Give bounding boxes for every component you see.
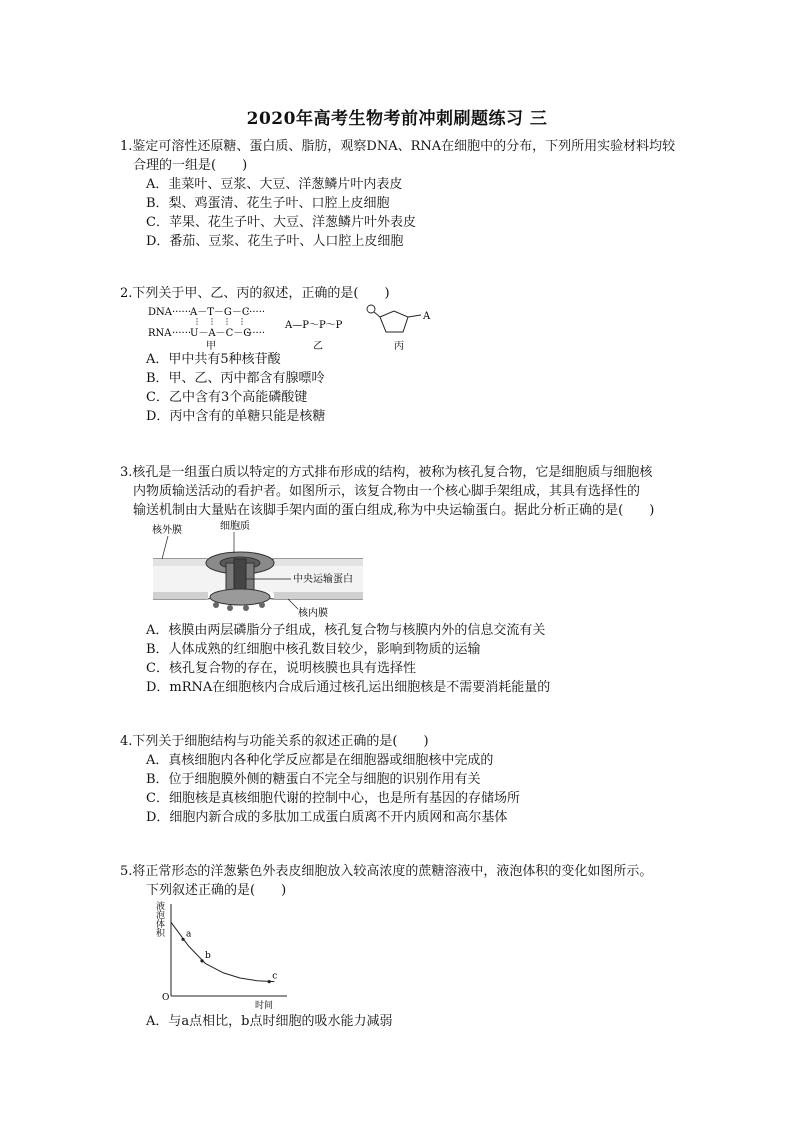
question-1-stem	[120, 137, 710, 175]
option-d: D．番茄、豆浆、花生子叶、人口腔上皮细胞	[146, 234, 404, 249]
atp-formula: A—P～P～P	[285, 320, 343, 331]
question-5-stem-line-2: 下列叙述正确的是( )	[146, 883, 287, 898]
pentose-ring	[380, 311, 408, 332]
phosphate-bond	[374, 312, 380, 317]
point-b-label: b	[205, 950, 211, 961]
option-a: A．真核细胞内各种化学反应都是在细胞器或细胞核中完成的	[146, 753, 494, 768]
rna-label: RNA	[148, 328, 172, 339]
phosphate-circle	[367, 305, 375, 313]
question-2-options-block	[120, 350, 710, 426]
option-d: D．丙中含有的单糖只能是核糖	[146, 409, 326, 424]
x-axis-label: 时间	[255, 1001, 274, 1011]
option-c: C．核孔复合物的存在，说明核膜也具有选择性	[146, 661, 416, 676]
point-a-label: a	[186, 929, 192, 940]
page-title: 2020年高考生物考前冲刺刷题练习 三	[246, 109, 548, 129]
option-d: D．细胞内新合成的多肽加工成蛋白质离不开内质网和高尔基体	[146, 810, 508, 825]
y-axis-label-4: 积	[156, 929, 166, 939]
point-b	[200, 959, 203, 962]
question-3-stem-line-1: 3.核孔是一组蛋白质以特定的方式排布形成的结构，被称为核孔复合物，它是细胞质与细胞核	[120, 465, 653, 480]
label-bing: 丙	[394, 341, 404, 352]
question-3-options-block	[120, 621, 710, 697]
chart-points	[181, 938, 270, 984]
label-central-protein: 中央运输蛋白	[293, 574, 353, 585]
question-2-options	[120, 350, 710, 426]
option-c: C．乙中含有3个高能磷酸键	[146, 390, 308, 405]
option-a: A．与a点相比，b点时细胞的吸水能力减弱	[146, 1014, 393, 1029]
point-c-label: c	[272, 971, 278, 982]
option-b: B．位于细胞膜外侧的糖蛋白不完全与细胞的识别作用有关	[146, 772, 481, 787]
point-a	[181, 938, 184, 941]
label-inner-membrane: 核内膜	[298, 608, 328, 619]
option-a: A．甲中共有5种核苷酸	[146, 352, 281, 367]
question-3	[120, 463, 710, 520]
rna-tail-dots: ······	[246, 328, 266, 339]
point-c	[268, 980, 271, 983]
base-bond	[408, 315, 421, 317]
question-4	[120, 732, 710, 827]
nuclear-pore-figure	[148, 519, 388, 619]
y-axis-label-1: 液	[156, 902, 166, 912]
y-axis-label-3: 体	[156, 920, 166, 930]
question-4-options	[120, 751, 710, 827]
question-3-stem	[120, 463, 710, 520]
label-outer-membrane: 核外膜	[152, 525, 182, 536]
option-b: B．甲、乙、丙中都含有腺嘌呤	[146, 371, 325, 386]
question-5-stem-line-1: 5.将正常形态的洋葱紫色外表皮细胞放入较高浓度的蔗糖溶液中，液泡体积的变化如图所示。	[120, 864, 653, 879]
question-3-stem-line-3: 输送机制由大量贴在该脚手架内面的蛋白组成,称为中央运输蛋白。据此分析正确的是( )	[133, 503, 655, 518]
question-5	[120, 862, 710, 900]
question-1-stem-line-1: 1.鉴定可溶性还原糖、蛋白质、脂肪，观察DNA、RNA在细胞中的分布，下列所用实验材料均较	[120, 139, 676, 154]
option-b: B．人体成熟的红细胞中核孔数目较少，影响到物质的运输	[146, 642, 481, 657]
base-label: A	[423, 311, 431, 322]
label-yi: 乙	[313, 341, 323, 352]
question-2	[120, 284, 710, 303]
nucleotide-figure	[148, 302, 448, 352]
rna-sequence: U－A－C－G	[190, 328, 252, 339]
option-c: C．细胞核是真核细胞代谢的控制中心，也是所有基因的存储场所	[146, 791, 520, 806]
question-1	[120, 137, 710, 251]
vacuole-volume-chart	[155, 900, 295, 1012]
question-1-stem-line-2: 合理的一组是( )	[133, 158, 248, 173]
option-a: A．韭菜叶、豆浆、大豆、洋葱鳞片叶内表皮	[146, 177, 403, 192]
question-4-stem: 4.下列关于细胞结构与功能关系的叙述正确的是( )	[120, 734, 429, 749]
origin-label: O	[162, 993, 170, 1003]
question-1-options	[120, 175, 710, 251]
dna-sequence: A－T－G－C	[190, 307, 250, 318]
dna-tail-dots: ······	[246, 307, 266, 318]
question-5-options-block	[120, 1012, 710, 1031]
y-axis-label-2: 泡	[156, 911, 166, 921]
question-5-stem	[120, 862, 710, 900]
option-a: A．核膜由两层磷脂分子组成，核孔复合物与核膜内外的信息交流有关	[146, 623, 546, 638]
dna-label: DNA	[148, 307, 172, 318]
option-d: D．mRNA在细胞核内合成后通过核孔运出细胞核是不需要消耗能量的	[146, 680, 551, 695]
question-2-stem: 2.下列关于甲、乙、丙的叙述，正确的是( )	[120, 286, 390, 301]
dna-dots: ······	[172, 307, 192, 318]
question-5-options	[120, 1012, 710, 1031]
option-b: B．梨、鸡蛋清、花生子叶、口腔上皮细胞	[146, 196, 390, 211]
question-3-options	[120, 621, 710, 697]
rna-dots: ······	[172, 328, 192, 339]
question-3-stem-line-2: 内物质输送活动的看护者。如图所示，该复合物由一个核心脚手架组成，其具有选择性的	[133, 484, 641, 499]
label-jia: 甲	[206, 341, 216, 352]
label-cytoplasm: 细胞质	[220, 521, 250, 532]
option-c: C．苹果、花生子叶、大豆、洋葱鳞片叶外表皮	[146, 215, 416, 230]
